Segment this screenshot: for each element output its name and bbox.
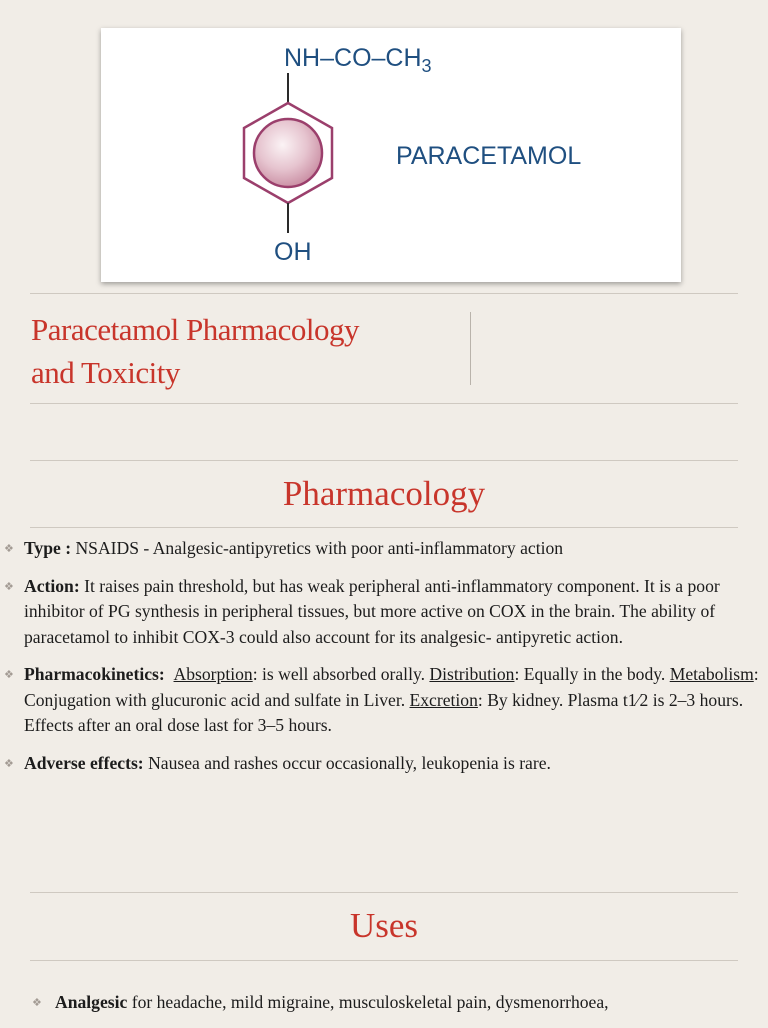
paracetamol-structure-image [101,28,681,282]
divider [30,403,738,404]
pharmacology-bullets [0,536,768,788]
divider [30,460,738,461]
title-vertical-rule [470,312,471,385]
bottom-functional-group: OH [274,238,312,266]
action-text: It raises pain threshold, but has weak peripheral anti-inflammatory component. It is a poor inhibitor of PG synthesis in peripheral tissues, but more active on COX in the brain. The ability of paracetamol to inhibit COX-3 could also account for its analgesic- antipyretic action. [24,575,720,647]
action-label: Action: [24,575,80,596]
metabolism-text: : Conjugation with glucuronic acid and sulfate in Liver. [24,664,759,710]
uses-bullets [0,990,768,1028]
bullet-icon: ❖ [4,579,14,593]
title-line-2: and Toxicity [31,355,180,390]
bullet-analgesic [0,990,768,1016]
analgesic-label: Analgesic [55,992,128,1012]
absorption-text: : is well absorbed orally. [252,664,430,684]
structure-label: PARACETAMOL [396,142,582,170]
title-line-1: Paracetamol Pharmacology [31,312,360,347]
bullet-type [0,536,768,562]
divider [30,527,738,528]
bullet-icon: ❖ [4,756,14,770]
excretion-label: Excretion [409,689,478,710]
bullet-pharmacokinetics [0,662,768,739]
bullet-icon: ❖ [4,668,14,681]
distribution-label: Distribution [429,664,515,684]
aromatic-circle [254,119,322,187]
absorption-label: Absorption [173,664,253,684]
analgesic-text: for headache, mild migraine, musculoskeletal pain, dysmenorrhoea, [127,992,609,1012]
distribution-text: : Equally in the body. [514,664,670,684]
pharmacology-heading: Pharmacology [282,474,486,513]
divider [30,892,738,893]
adverse-text: Nausea and rashes occur occasionally, leukopenia is rare. [143,752,551,773]
pharmacokinetics-label: Pharmacokinetics: [24,664,165,684]
metabolism-label: Metabolism [669,664,754,684]
bullet-action [0,574,768,651]
type-label: Type : [24,538,72,558]
bullet-adverse-effects [0,751,768,777]
divider [30,960,738,961]
benzene-ring-diagram [101,28,681,282]
uses-heading: Uses [349,906,419,945]
page-title [31,308,461,394]
divider [30,293,738,294]
bullet-icon: ❖ [32,996,42,1009]
bullet-icon: ❖ [4,542,14,555]
type-text: NSAIDS - Analgesic-antipyretics with poor anti-inflammatory action [71,538,564,558]
excretion-text: : By kidney. Plasma t1⁄2 is 2–3 hours. Effects after an oral dose last for 3–5 hours. [24,689,744,735]
top-functional-group: $NH-CO-CH_3$ [284,44,432,76]
adverse-label: Adverse effects: [24,752,144,773]
